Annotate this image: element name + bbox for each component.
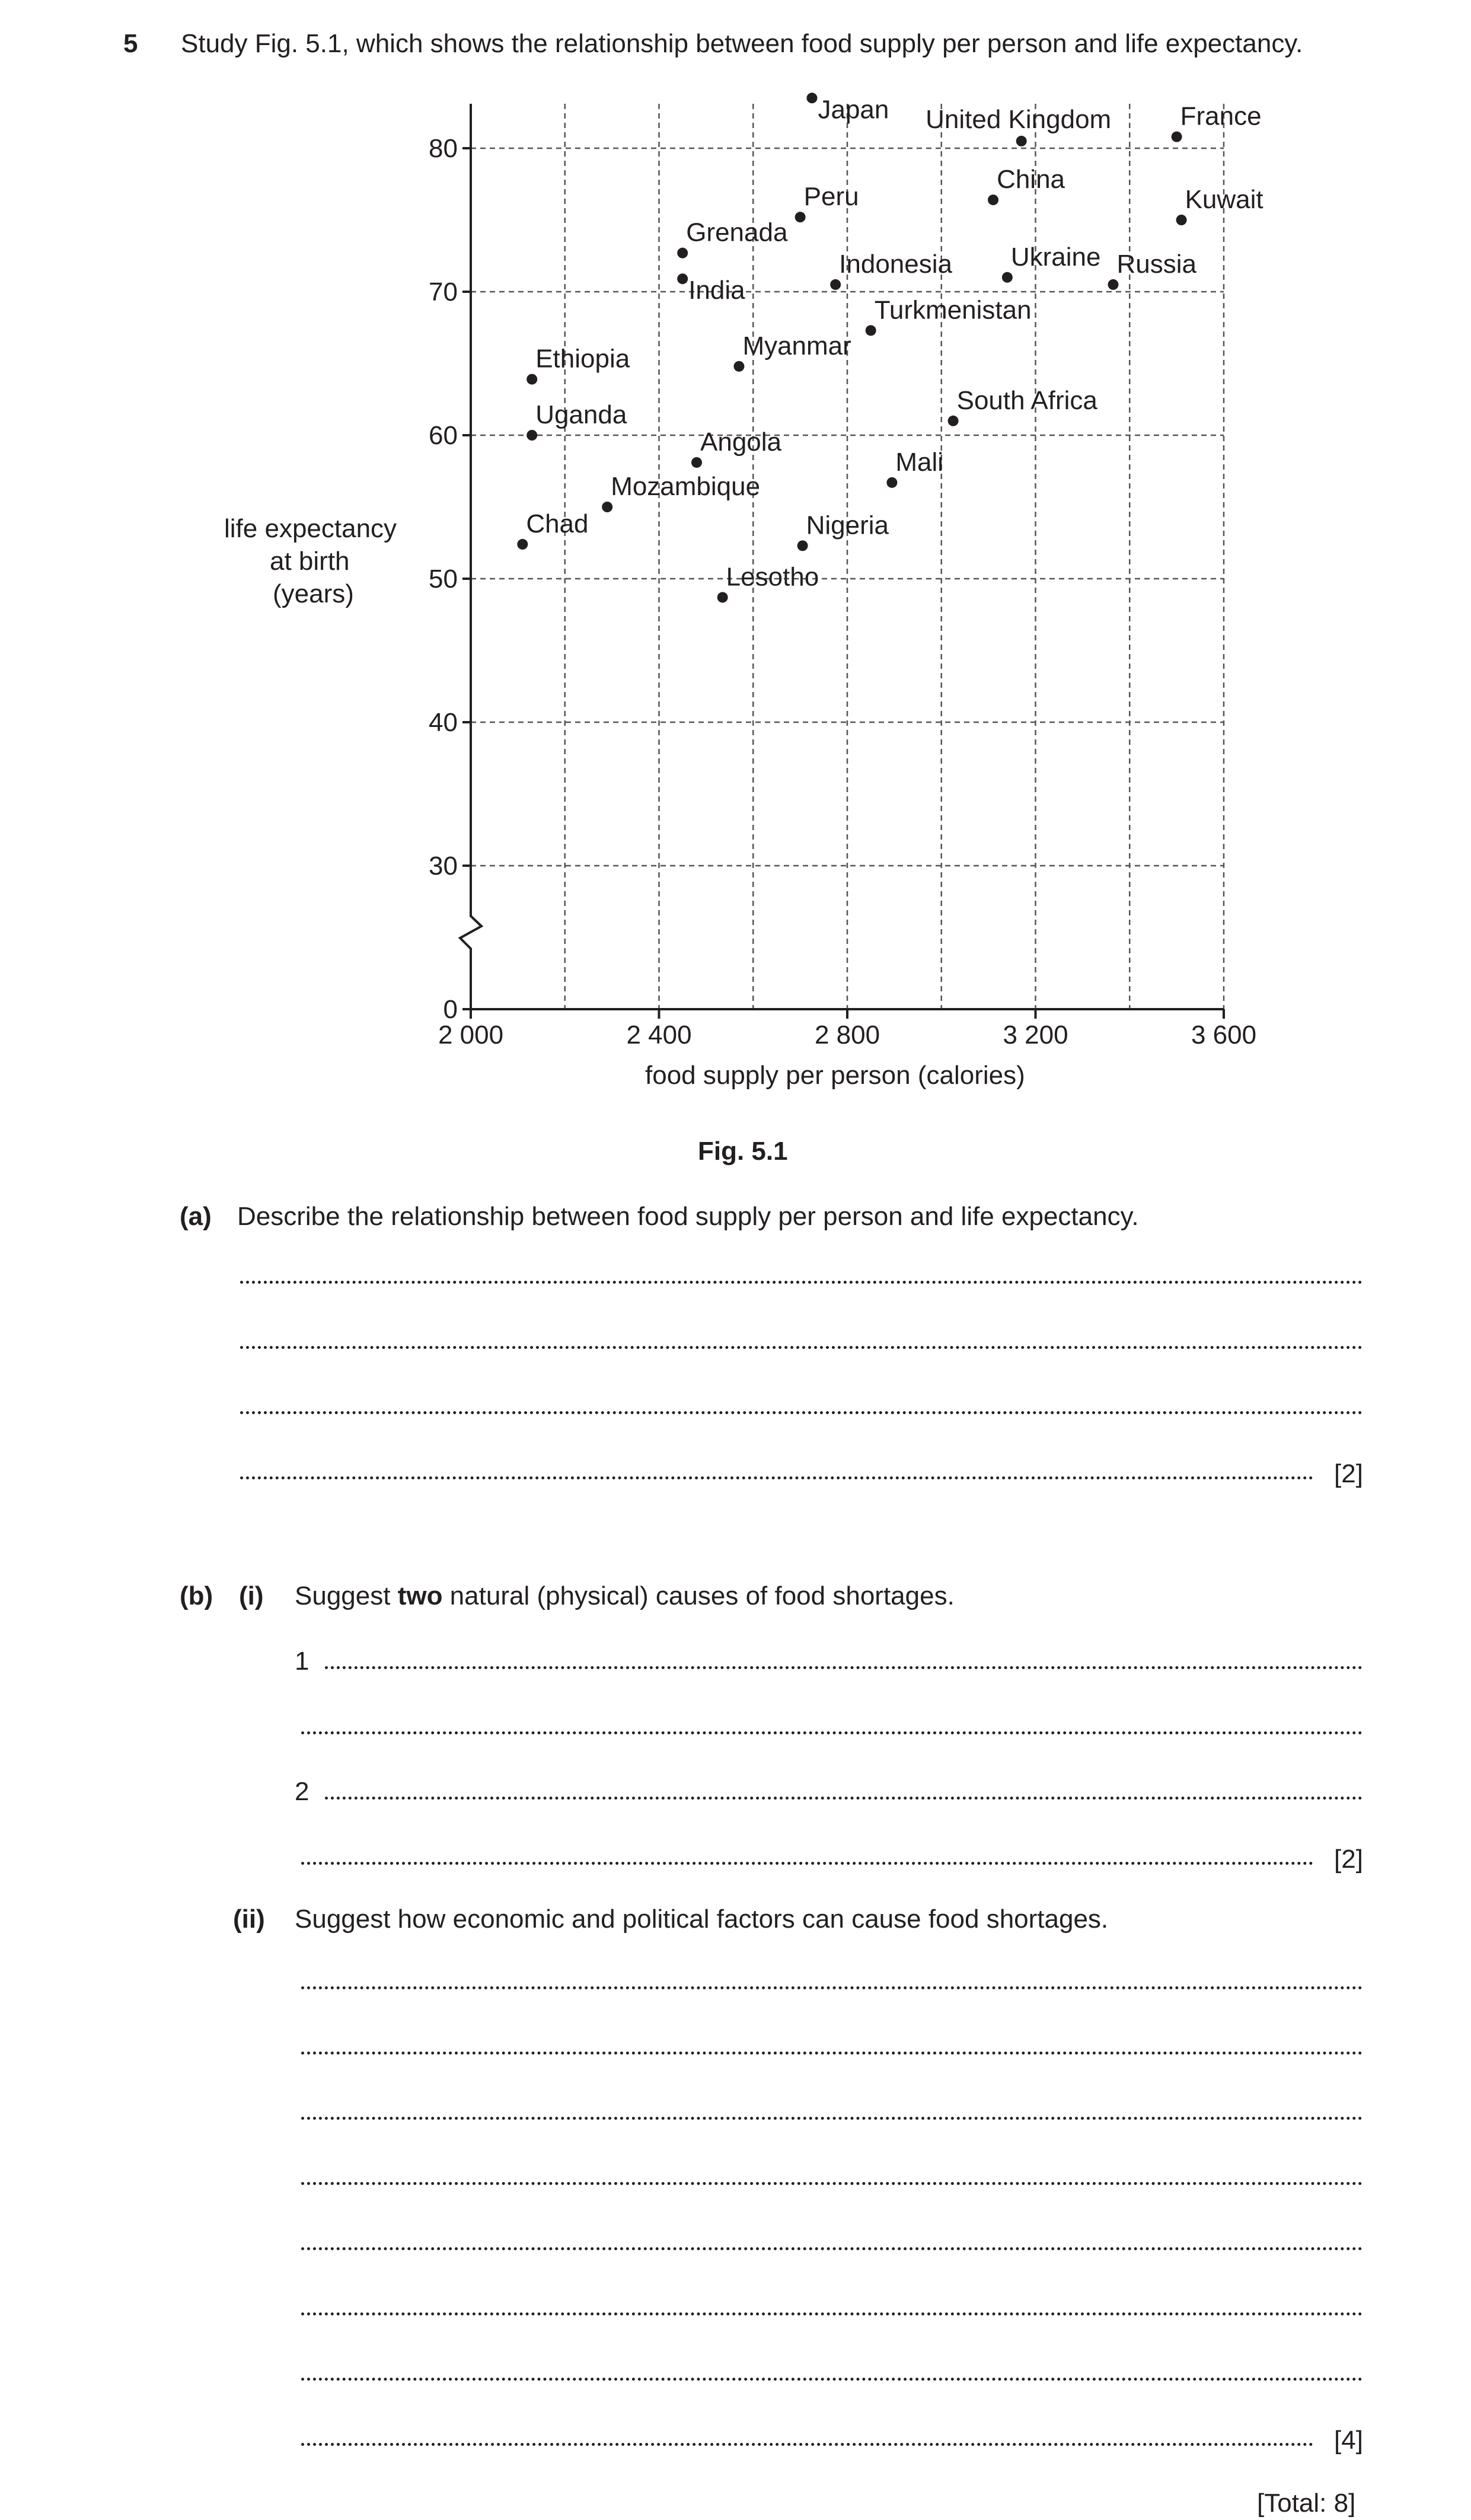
point-india [677,273,688,284]
point-label-angola: Angola [700,427,782,457]
y-axis-line [460,104,481,1009]
chart-grid [471,104,1224,1009]
point-peru [795,212,806,222]
part-a-label: (a) [180,1202,212,1231]
part-b-i-answer-line-1b[interactable] [301,1731,1362,1734]
point-label-uganda: Uganda [535,400,627,429]
point-label-united-kingdom: United Kingdom [926,104,1112,134]
part-b-i-answer-line-1a[interactable] [325,1666,1362,1669]
x-tick-label-3600: 3 600 [1191,1020,1257,1050]
part-b-i-question [295,1583,955,1609]
y-tick-label-70: 70 [429,277,458,307]
part-b-i-answer-line-2b[interactable] [301,1862,1313,1865]
part-b-ii-answer-line-4[interactable] [301,2182,1362,2185]
part-b-ii-answer-line-2[interactable] [301,2052,1362,2055]
x-axis-label: food supply per person (calories) [645,1061,1025,1090]
scatter-chart [0,0,1471,1127]
point-uganda [527,430,537,441]
y-axis-label-line-1: life expectancy [224,514,397,543]
point-grenada [677,248,688,259]
point-label-south-africa: South Africa [956,385,1097,415]
total-marks: [Total: 8] [1257,2489,1356,2518]
point-label-france: France [1180,101,1262,131]
point-label-russia: Russia [1116,249,1196,279]
point-ethiopia [527,374,537,385]
part-b-ii-question: Suggest how economic and political factors can cause food shortages. [295,1905,1109,1934]
point-indonesia [830,279,841,290]
point-france [1172,132,1182,142]
point-label-lesotho: Lesotho [726,562,819,592]
part-b-i-text-before: Suggest [295,1581,398,1610]
point-label-japan: Japan [818,95,889,125]
point-lesotho [717,592,728,602]
part-a-question: Describe the relationship between food supply per person and life expectancy. [237,1202,1139,1231]
question-intro: Study Fig. 5.1, which shows the relationship between food supply per person and life expectancy. [181,29,1303,58]
point-turkmenistan [866,325,876,336]
point-myanmar [733,361,744,372]
x-tick-label-2800: 2 800 [814,1020,880,1050]
part-b-i-text-bold: two [397,1581,443,1610]
part-b-ii-answer-line-8[interactable] [301,2443,1313,2446]
y-axis-label-line-2: at birth [270,547,350,576]
point-label-ethiopia: Ethiopia [535,344,630,374]
x-tick-label-2400: 2 400 [626,1020,692,1050]
point-label-turkmenistan: Turkmenistan [874,295,1032,325]
part-b-ii-answer-line-5[interactable] [301,2247,1362,2250]
point-mali [886,477,897,488]
point-south-africa [948,416,959,426]
point-label-indonesia: Indonesia [839,249,952,279]
part-a-answer-line-1[interactable] [240,1281,1362,1284]
part-b-i-text-after: natural (physical) causes of food shortages. [442,1581,955,1610]
point-label-grenada: Grenada [686,218,788,247]
x-tick-label-2000: 2 000 [438,1020,504,1050]
chart-axes [429,104,1256,1050]
question-number: 5 [123,29,138,58]
y-tick-label-80: 80 [429,134,458,163]
part-b-ii-label: (ii) [233,1905,265,1934]
part-b-ii-answer-line-6[interactable] [301,2312,1362,2315]
part-b-i-label: (i) [239,1581,264,1610]
chart-labels [526,95,1263,591]
point-label-myanmar: Myanmar [742,331,851,361]
point-label-india: India [688,276,745,305]
figure-caption: Fig. 5.1 [698,1137,788,1166]
point-japan [806,92,817,103]
part-b-i-item-1-number: 1 [295,1647,309,1676]
y-tick-label-40: 40 [429,708,458,737]
point-ukraine [1002,272,1013,283]
part-a-answer-line-4[interactable] [240,1476,1313,1479]
point-label-chad: Chad [526,509,589,538]
y-tick-label-50: 50 [429,564,458,594]
point-united-kingdom [1016,136,1027,146]
part-b-i-answer-line-2a[interactable] [325,1797,1362,1800]
point-russia [1108,279,1118,290]
part-b-ii-answer-line-3[interactable] [301,2117,1362,2120]
point-china [988,194,998,205]
part-b-ii-answer-line-7[interactable] [301,2378,1362,2381]
point-label-china: China [997,165,1065,194]
part-b-label: (b) [180,1581,213,1610]
part-a-answer-line-2[interactable] [240,1346,1362,1349]
part-b-i-marks: [2] [1334,1845,1363,1874]
point-label-peru: Peru [803,182,859,212]
point-angola [691,457,702,468]
part-a-marks: [2] [1334,1459,1363,1488]
y-axis-label-line-3: (years) [273,579,354,608]
part-a-answer-line-3[interactable] [240,1411,1362,1414]
y-tick-label-60: 60 [429,421,458,450]
point-label-ukraine: Ukraine [1010,242,1101,272]
part-b-ii-answer-line-1[interactable] [301,1986,1362,1989]
point-label-kuwait: Kuwait [1185,185,1263,214]
point-kuwait [1176,215,1187,225]
point-chad [517,539,528,550]
x-tick-label-3200: 3 200 [1003,1020,1068,1050]
y-tick-label-0: 0 [443,995,458,1024]
part-b-i-item-2-number: 2 [295,1777,309,1806]
point-mozambique [602,502,612,512]
point-label-nigeria: Nigeria [806,511,889,540]
y-tick-label-30: 30 [429,851,458,881]
part-b-ii-marks: [4] [1334,2426,1363,2455]
point-nigeria [797,540,808,551]
point-label-mali: Mali [895,447,944,477]
point-label-mozambique: Mozambique [611,472,761,501]
